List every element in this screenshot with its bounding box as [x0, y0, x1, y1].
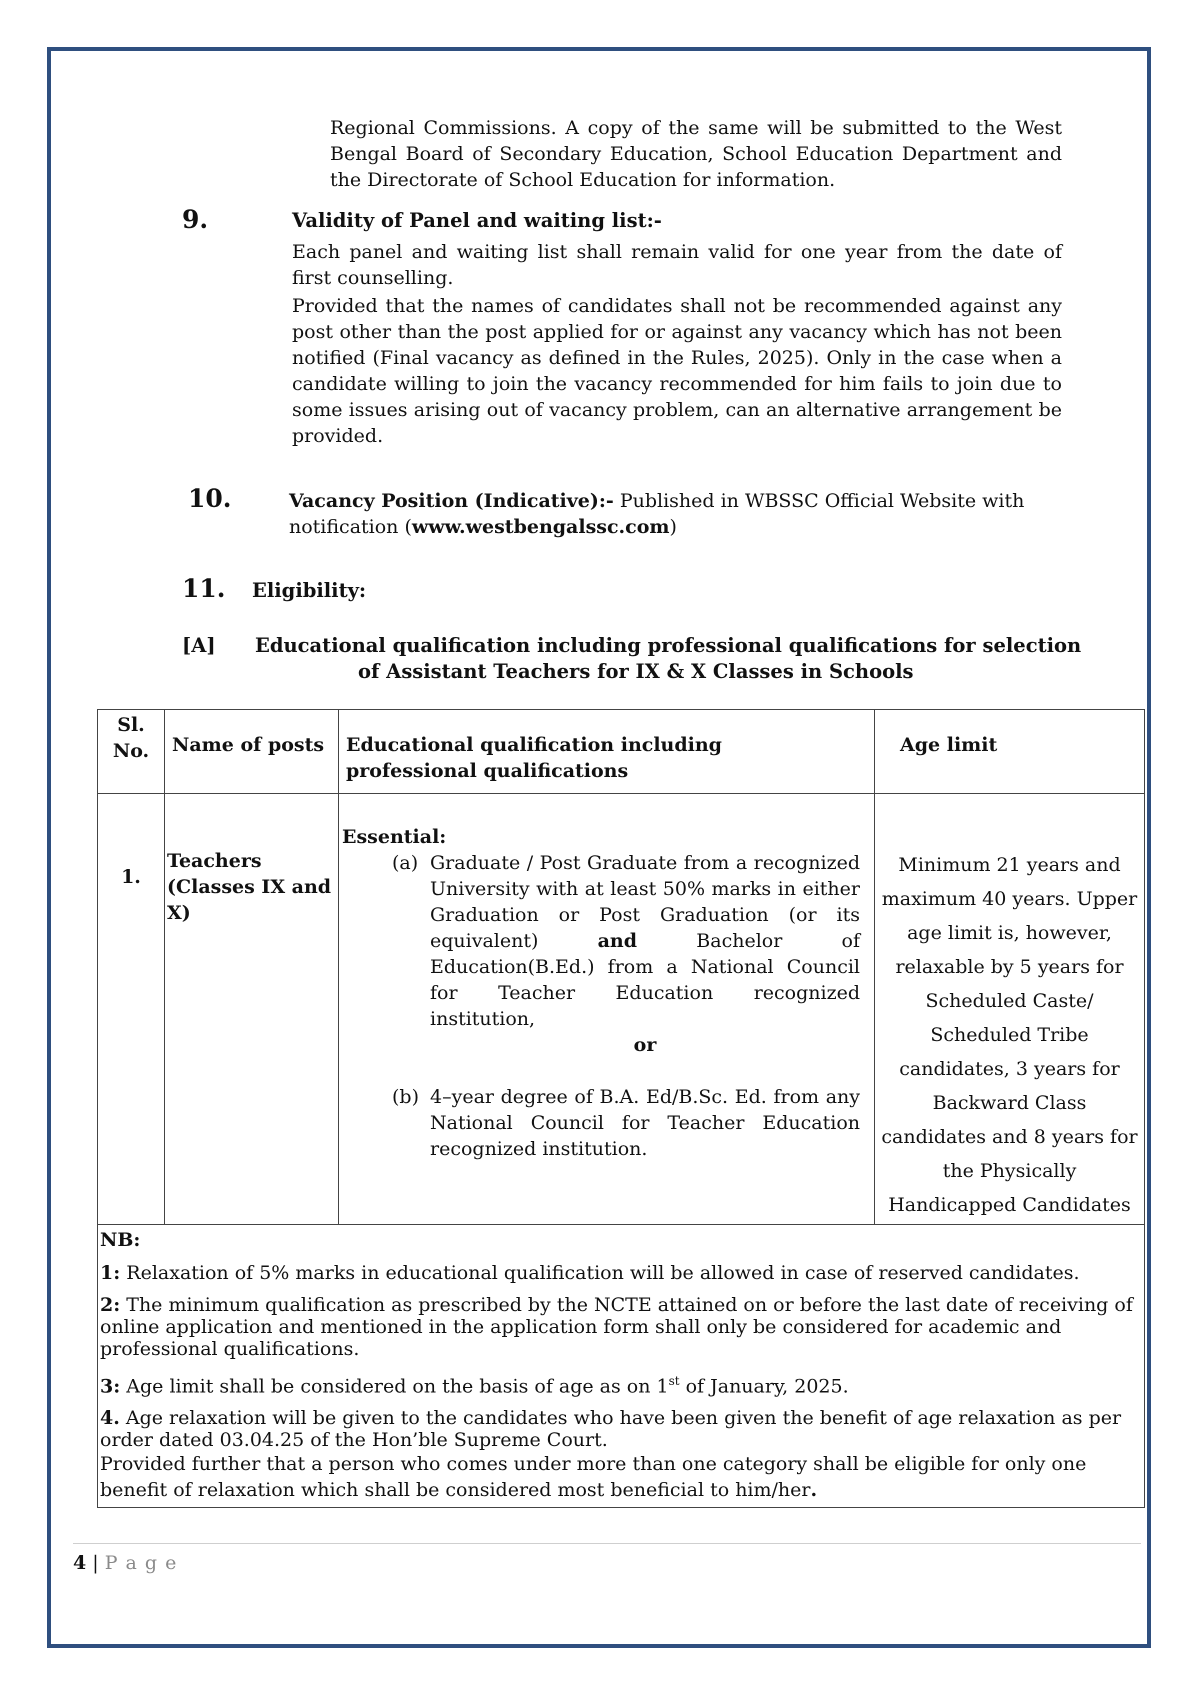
essential-label: Essential:	[342, 826, 447, 848]
nb-note-4: 4. Age relaxation will be given to the candidates who have been given the benefit of age relaxation as per order dated 03.04.25 of the Hon’ble Supreme Court.	[100, 1407, 1122, 1452]
section-11-number: 11.	[182, 574, 226, 603]
header-educational-qualification: Educational qualification including professional qualifications	[339, 710, 875, 794]
subsection-a-title-line-1: Educational qualification including professional qualifications for selection	[255, 634, 1082, 657]
nb-note-1: 1: Relaxation of 5% marks in educational qualification will be allowed in case of reserved candidates.	[100, 1262, 1080, 1284]
qualification-item-a: (a) Graduate / Post Graduate from a recognized University with at least 50% marks in either Graduation or Post Graduation (or its equivalent) and Bachelor of Education(B.Ed.) from a National Council for Teacher Education recognized institution,	[392, 852, 860, 1030]
or-separator: or	[633, 1034, 657, 1056]
page-label: P a g e	[104, 1552, 178, 1574]
subsection-a-title-line-2: of Assistant Teachers for IX & X Classes in Schools	[358, 660, 914, 683]
nb-row	[98, 1225, 1145, 1508]
website-link[interactable]: www.westbengalssc.com	[411, 516, 670, 538]
table-header-row	[98, 710, 1145, 794]
nb-cell	[98, 1225, 1145, 1508]
footer-divider	[73, 1543, 1141, 1544]
section-9-number: 9.	[182, 205, 209, 234]
header-age-limit: Age limit	[875, 710, 1145, 794]
section-10-text	[289, 488, 1029, 540]
section-11-heading: Eligibility:	[252, 579, 367, 602]
row-sl-no: 1.	[98, 794, 165, 1225]
section-9-paragraph-2: Provided that the names of candidates shall not be recommended against any post other than the post applied for or against any vacancy which has not been notified (Final vacancy as defined in the Rules, 2025). Only in the case when a candidate willing to join the vacancy recommended for him fails to join due to some issues arising out of vacancy problem, can an alternative arrangement be provided.	[292, 295, 1062, 447]
row-post-name: Teachers (Classes IX and X)	[165, 794, 339, 1225]
section-10-number: 10.	[188, 484, 232, 513]
nb-proviso: Provided further that a person who comes under more than one category shall be eligible for only one benefit of relaxation which shall be considered most beneficial to him/her.	[100, 1453, 1087, 1502]
section-9-paragraph-1: Each panel and waiting list shall remain valid for one year from the date of first counselling.	[292, 241, 1062, 289]
section-9-heading: Validity of Panel and waiting list:-	[292, 209, 662, 232]
section-10-text-2: )	[669, 516, 677, 538]
page-number: 4	[73, 1552, 87, 1574]
intro-paragraph: Regional Commissions. A copy of the same will be submitted to the West Bengal Board of Secondary Education, School Education Department and the Directorate of School Education for information.	[330, 117, 1062, 191]
row-age-limit: Minimum 21 years and maximum 40 years. Upper age limit is, however, relaxable by 5 years for Scheduled Caste/ Scheduled Tribe candidates, 3 years for Backward Class candidates and 8 years for the Physically Handicapped Candidates	[875, 794, 1145, 1225]
section-10-heading: Vacancy Position (Indicative):-	[289, 490, 614, 512]
nb-note-3: 3: Age limit shall be considered on the basis of age as on 1st of January, 2025.	[100, 1374, 849, 1398]
subsection-a-marker: [A]	[182, 634, 216, 657]
page-separator: |	[86, 1552, 105, 1574]
qualification-item-b: (b) 4–year degree of B.A. Ed/B.Sc. Ed. from any National Council for Teacher Education recognized institution.	[392, 1086, 860, 1160]
table-row	[98, 794, 1145, 1225]
page-footer	[73, 1552, 177, 1574]
header-name-of-posts: Name of posts	[165, 710, 339, 794]
nb-label: NB:	[100, 1229, 141, 1251]
header-sl-no: Sl. No.	[98, 710, 165, 794]
nb-note-2: 2: The minimum qualification as prescribed by the NCTE attained on or before the last date of receiving of online application and mentioned in the application form shall only be considered for academic and professional qualifications.	[100, 1294, 1133, 1360]
section-10-text-1: Published in WBSSC Official Website with notification (	[289, 490, 1025, 538]
row-qualification	[339, 794, 875, 1225]
qualification-table	[97, 709, 1145, 1508]
